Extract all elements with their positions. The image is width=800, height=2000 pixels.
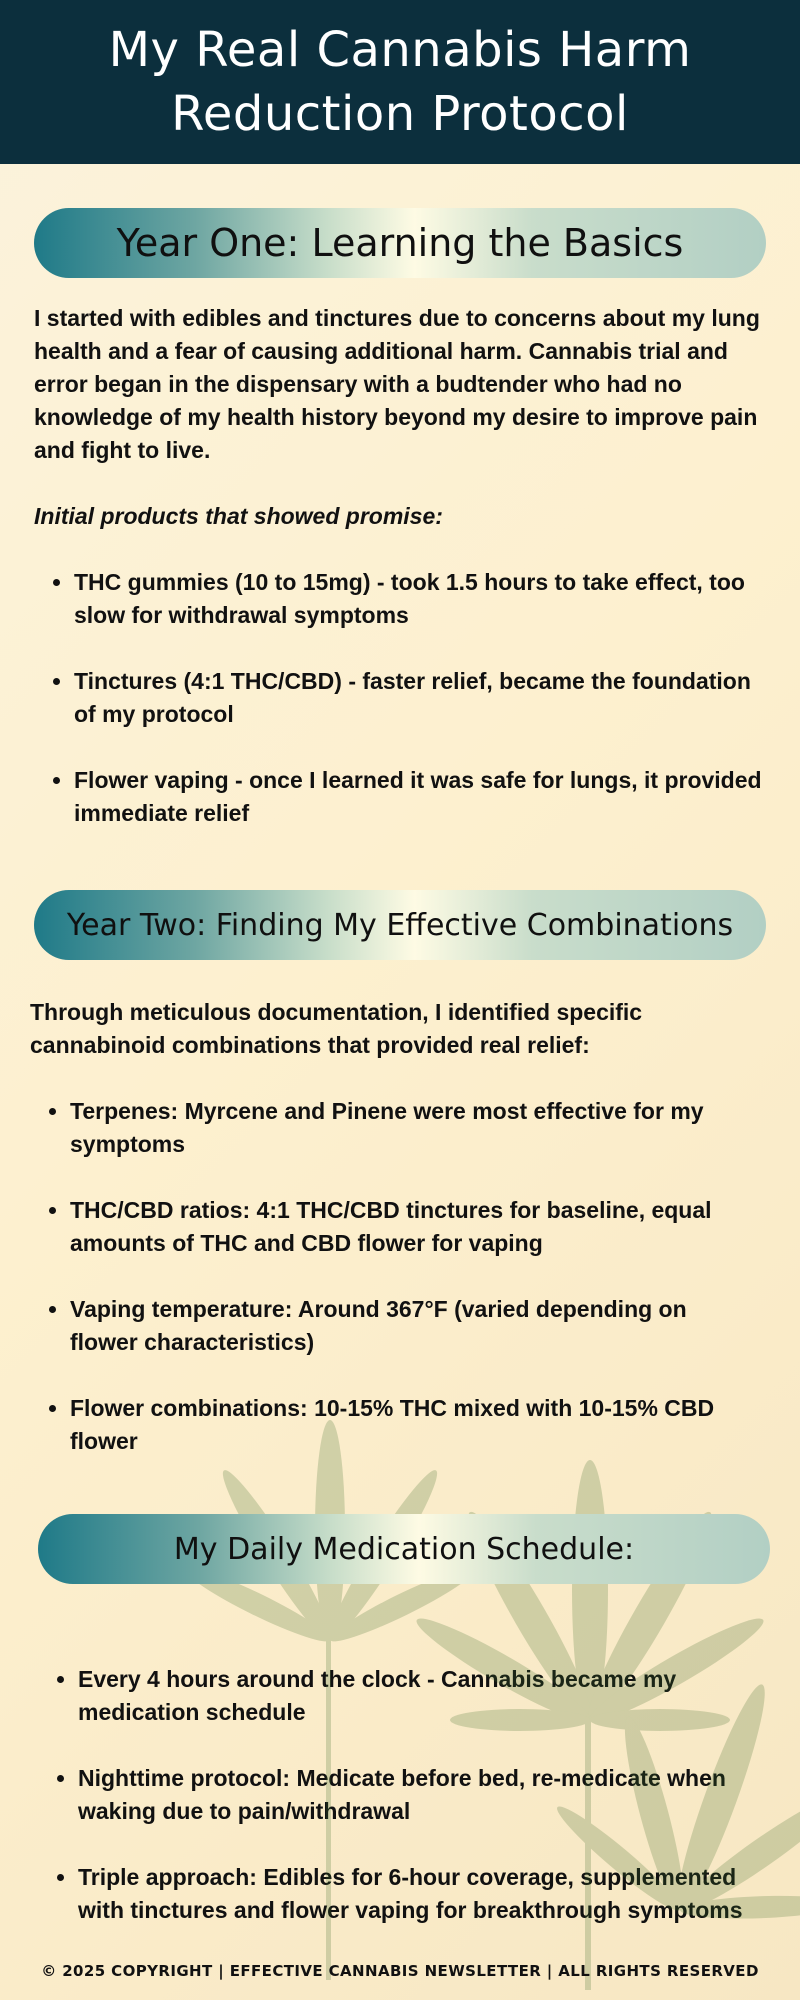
list-item: • THC gummies (10 to 15mg) - took 1.5 hours to take effect, too slow for withdrawal symptoms <box>74 566 766 632</box>
list-item: • Nighttime protocol: Medicate before bed, re-medicate when waking due to pain/withdrawal <box>78 1762 774 1828</box>
year-one-lead: Initial products that showed promise: <box>34 503 443 529</box>
list-item: • Every 4 hours around the clock - Cannabis became my medication schedule <box>78 1663 774 1729</box>
year-one-list <box>34 566 766 830</box>
year-one-section <box>0 278 800 830</box>
list-item: • Terpenes: Myrcene and Pinene were most effective for my symptoms <box>70 1095 760 1161</box>
list-item: • THC/CBD ratios: 4:1 THC/CBD tinctures for baseline, equal amounts of THC and CBD flower for vaping <box>70 1194 760 1260</box>
copyright-footer: © 2025 COPYRIGHT | EFFECTIVE CANNABIS NEWSLETTER | ALL RIGHTS RESERVED <box>41 1962 759 1980</box>
list-item: • Flower combinations: 10-15% THC mixed with 10-15% CBD flower <box>70 1392 760 1458</box>
year-two-heading-text: Year Two: Finding My Effective Combinations <box>66 907 734 943</box>
page-header <box>0 0 800 164</box>
list-item: • Flower vaping - once I learned it was safe for lungs, it provided immediate relief <box>74 764 766 830</box>
year-one-heading <box>34 208 766 278</box>
page-title <box>109 18 692 146</box>
year-two-list <box>30 1095 760 1458</box>
year-two-section <box>0 960 800 1458</box>
schedule-list <box>38 1663 774 1927</box>
year-two-intro: Through meticulous documentation, I identified specific cannabinoid combinations that provided real relief: <box>30 999 643 1058</box>
title-line-1: My Real Cannabis Harm <box>108 22 692 78</box>
schedule-section <box>0 1584 800 1927</box>
list-item: • Vaping temperature: Around 367°F (varied depending on flower characteristics) <box>70 1293 760 1359</box>
list-item: • Tinctures (4:1 THC/CBD) - faster relief, became the foundation of my protocol <box>74 665 766 731</box>
year-one-heading-text: Year One: Learning the Basics <box>116 221 684 265</box>
year-one-intro: I started with edibles and tinctures due to concerns about my lung health and a fear of causing additional harm. Cannabis trial and error began in the dispensary with a budtender who had no knowledge of my health history beyond my desire to improve pain and fight to live. <box>34 305 760 463</box>
schedule-heading <box>38 1514 770 1584</box>
schedule-heading-text: My Daily Medication Schedule: <box>173 1531 635 1567</box>
title-line-2: Reduction Protocol <box>171 86 629 142</box>
list-item: • Triple approach: Edibles for 6-hour coverage, supplemented with tinctures and flower vaping for breakthrough symptoms <box>78 1861 774 1927</box>
year-two-heading <box>34 890 766 960</box>
